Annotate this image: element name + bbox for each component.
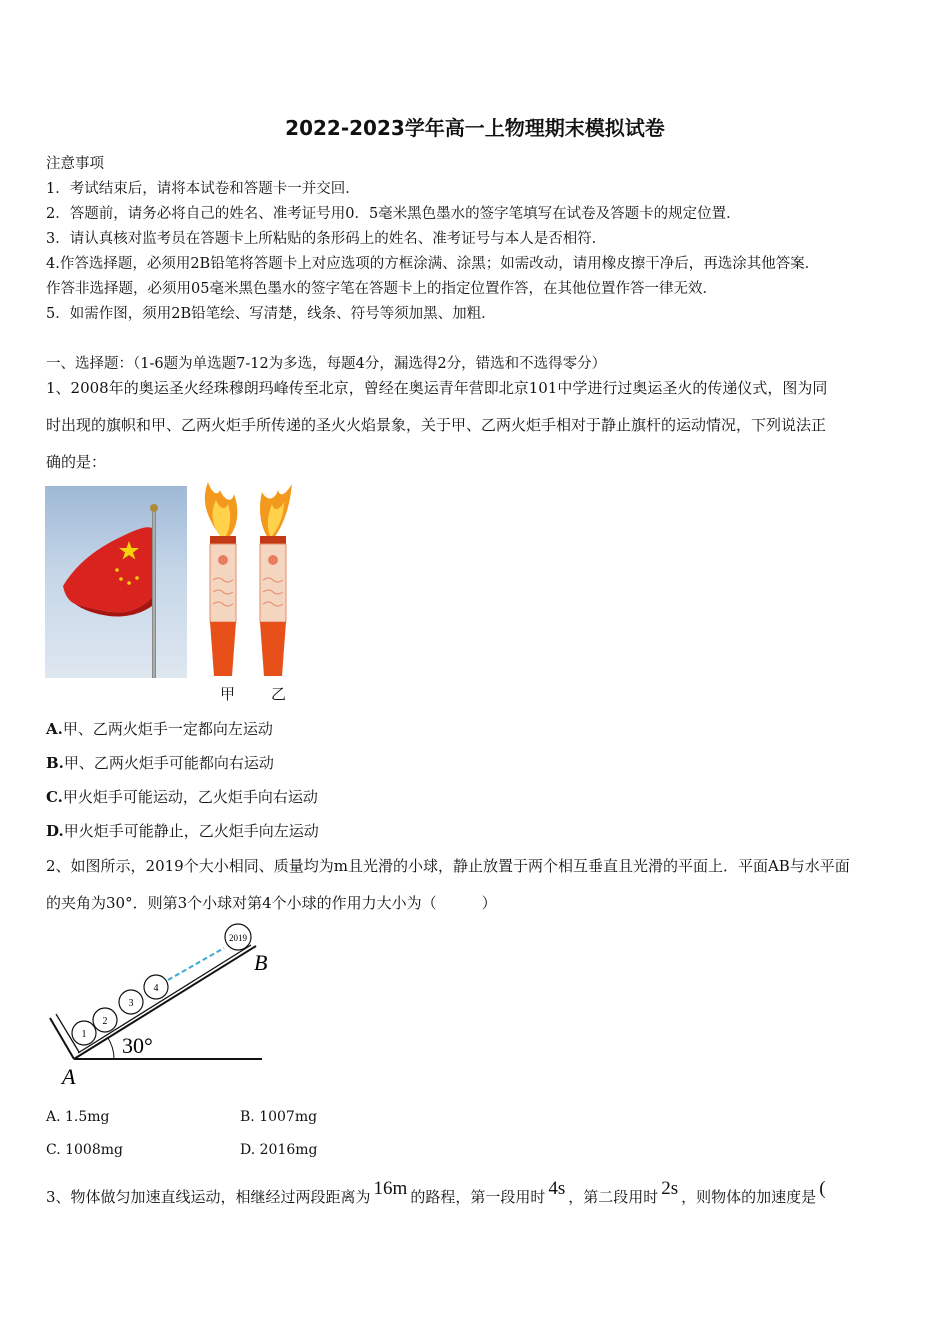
q3-time-1: 4s: [548, 1178, 566, 1199]
q1-option-a: A.甲、乙两火炬手一定都向左运动: [46, 720, 273, 738]
q3-distance: 16m: [373, 1178, 408, 1199]
torch-label-yi: 乙: [271, 685, 287, 703]
label-a: A: [62, 1064, 76, 1089]
torch-label-jia: 甲: [220, 685, 236, 703]
question-1-line: 时出现的旗帜和甲、乙两火炬手所传递的圣火火焰景象，关于甲、乙两火炬手相对于静止旗杆的运动情况，下列说法正: [46, 416, 827, 434]
notice-item: 5．如需作图，须用2B铅笔绘、写清楚，线条、符号等须加黑、加粗．: [46, 306, 496, 322]
ball-label-1: 1: [81, 1029, 87, 1040]
q2-option-b: B. 1007mg: [240, 1109, 318, 1125]
ball-label-4: 4: [153, 983, 159, 994]
label-b: B: [254, 950, 268, 975]
q2-option-a: A. 1.5mg: [46, 1109, 110, 1125]
torch-pictures: [198, 480, 308, 680]
q1-option-c: C.甲火炬手可能运动，乙火炬手向右运动: [46, 788, 318, 806]
q3-time-2: 2s: [661, 1178, 679, 1199]
ball-label-2: 2: [102, 1016, 108, 1027]
notice-item: 4.作答选择题，必须用2B铅笔将答题卡上对应选项的方框涂满、涂黑；如需改动，请用橡皮擦干净后，再选涂其他答案．: [46, 256, 820, 272]
section-heading: 一、选择题：（1-6题为单选题7-12为多选，每题4分，漏选得2分，错选和不选得零分）: [46, 356, 607, 372]
question-3-text: 3、物体做匀加速直线运动，相继经过两段距离为 16m 的路程，第一段用时 4s ，第二段用时 2s ，则物体的加速度是 (: [46, 1178, 826, 1206]
notice-item: 作答非选择题，必须用05毫米黑色墨水的签字笔在答题卡上的指定位置作答，在其他位置作答一律无效．: [46, 281, 717, 297]
q2-option-d: D. 2016mg: [240, 1142, 318, 1158]
incline-balls-diagram: [44, 918, 274, 1090]
q2-option-c: C. 1008mg: [46, 1142, 123, 1158]
notice-item: 2．答题前，请务必将自己的姓名、准考证号用0．5毫米黑色墨水的签字笔填写在试卷及答题卡的规定位置．: [46, 206, 741, 222]
notice-item: 3．请认真核对监考员在答题卡上所粘贴的条形码上的姓名、准考证号与本人是否相符．: [46, 231, 607, 247]
question-2-line: 的夹角为30°．则第3个小球对第4个小球的作用力大小为（ ）: [46, 894, 497, 912]
ball-label-2019: 2019: [229, 933, 247, 943]
question-2-line: 2、如图所示，2019个大小相同、质量均为m且光滑的小球，静止放置于两个相互垂直且光滑的平面上．平面AB与水平面: [46, 857, 850, 875]
flag-photo: [45, 486, 187, 678]
question-1-line: 确的是：: [46, 453, 107, 471]
page-title: 2022-2023学年高一上物理期末模拟试卷: [285, 116, 665, 140]
question-1-line: 1、2008年的奥运圣火经珠穆朗玛峰传至北京，曾经在奥运青年营即北京101中学进行过奥运圣火的传递仪式，图为同: [46, 379, 828, 397]
q1-option-b: B.甲、乙两火炬手可能都向右运动: [46, 754, 274, 772]
q1-option-d: D.甲火炬手可能静止，乙火炬手向左运动: [46, 822, 319, 840]
notice-item: 1．考试结束后，请将本试卷和答题卡一并交回．: [46, 181, 360, 197]
ball-label-3: 3: [128, 998, 134, 1009]
notice-heading: 注意事项: [46, 156, 104, 172]
angle-label: 30°: [122, 1033, 153, 1058]
